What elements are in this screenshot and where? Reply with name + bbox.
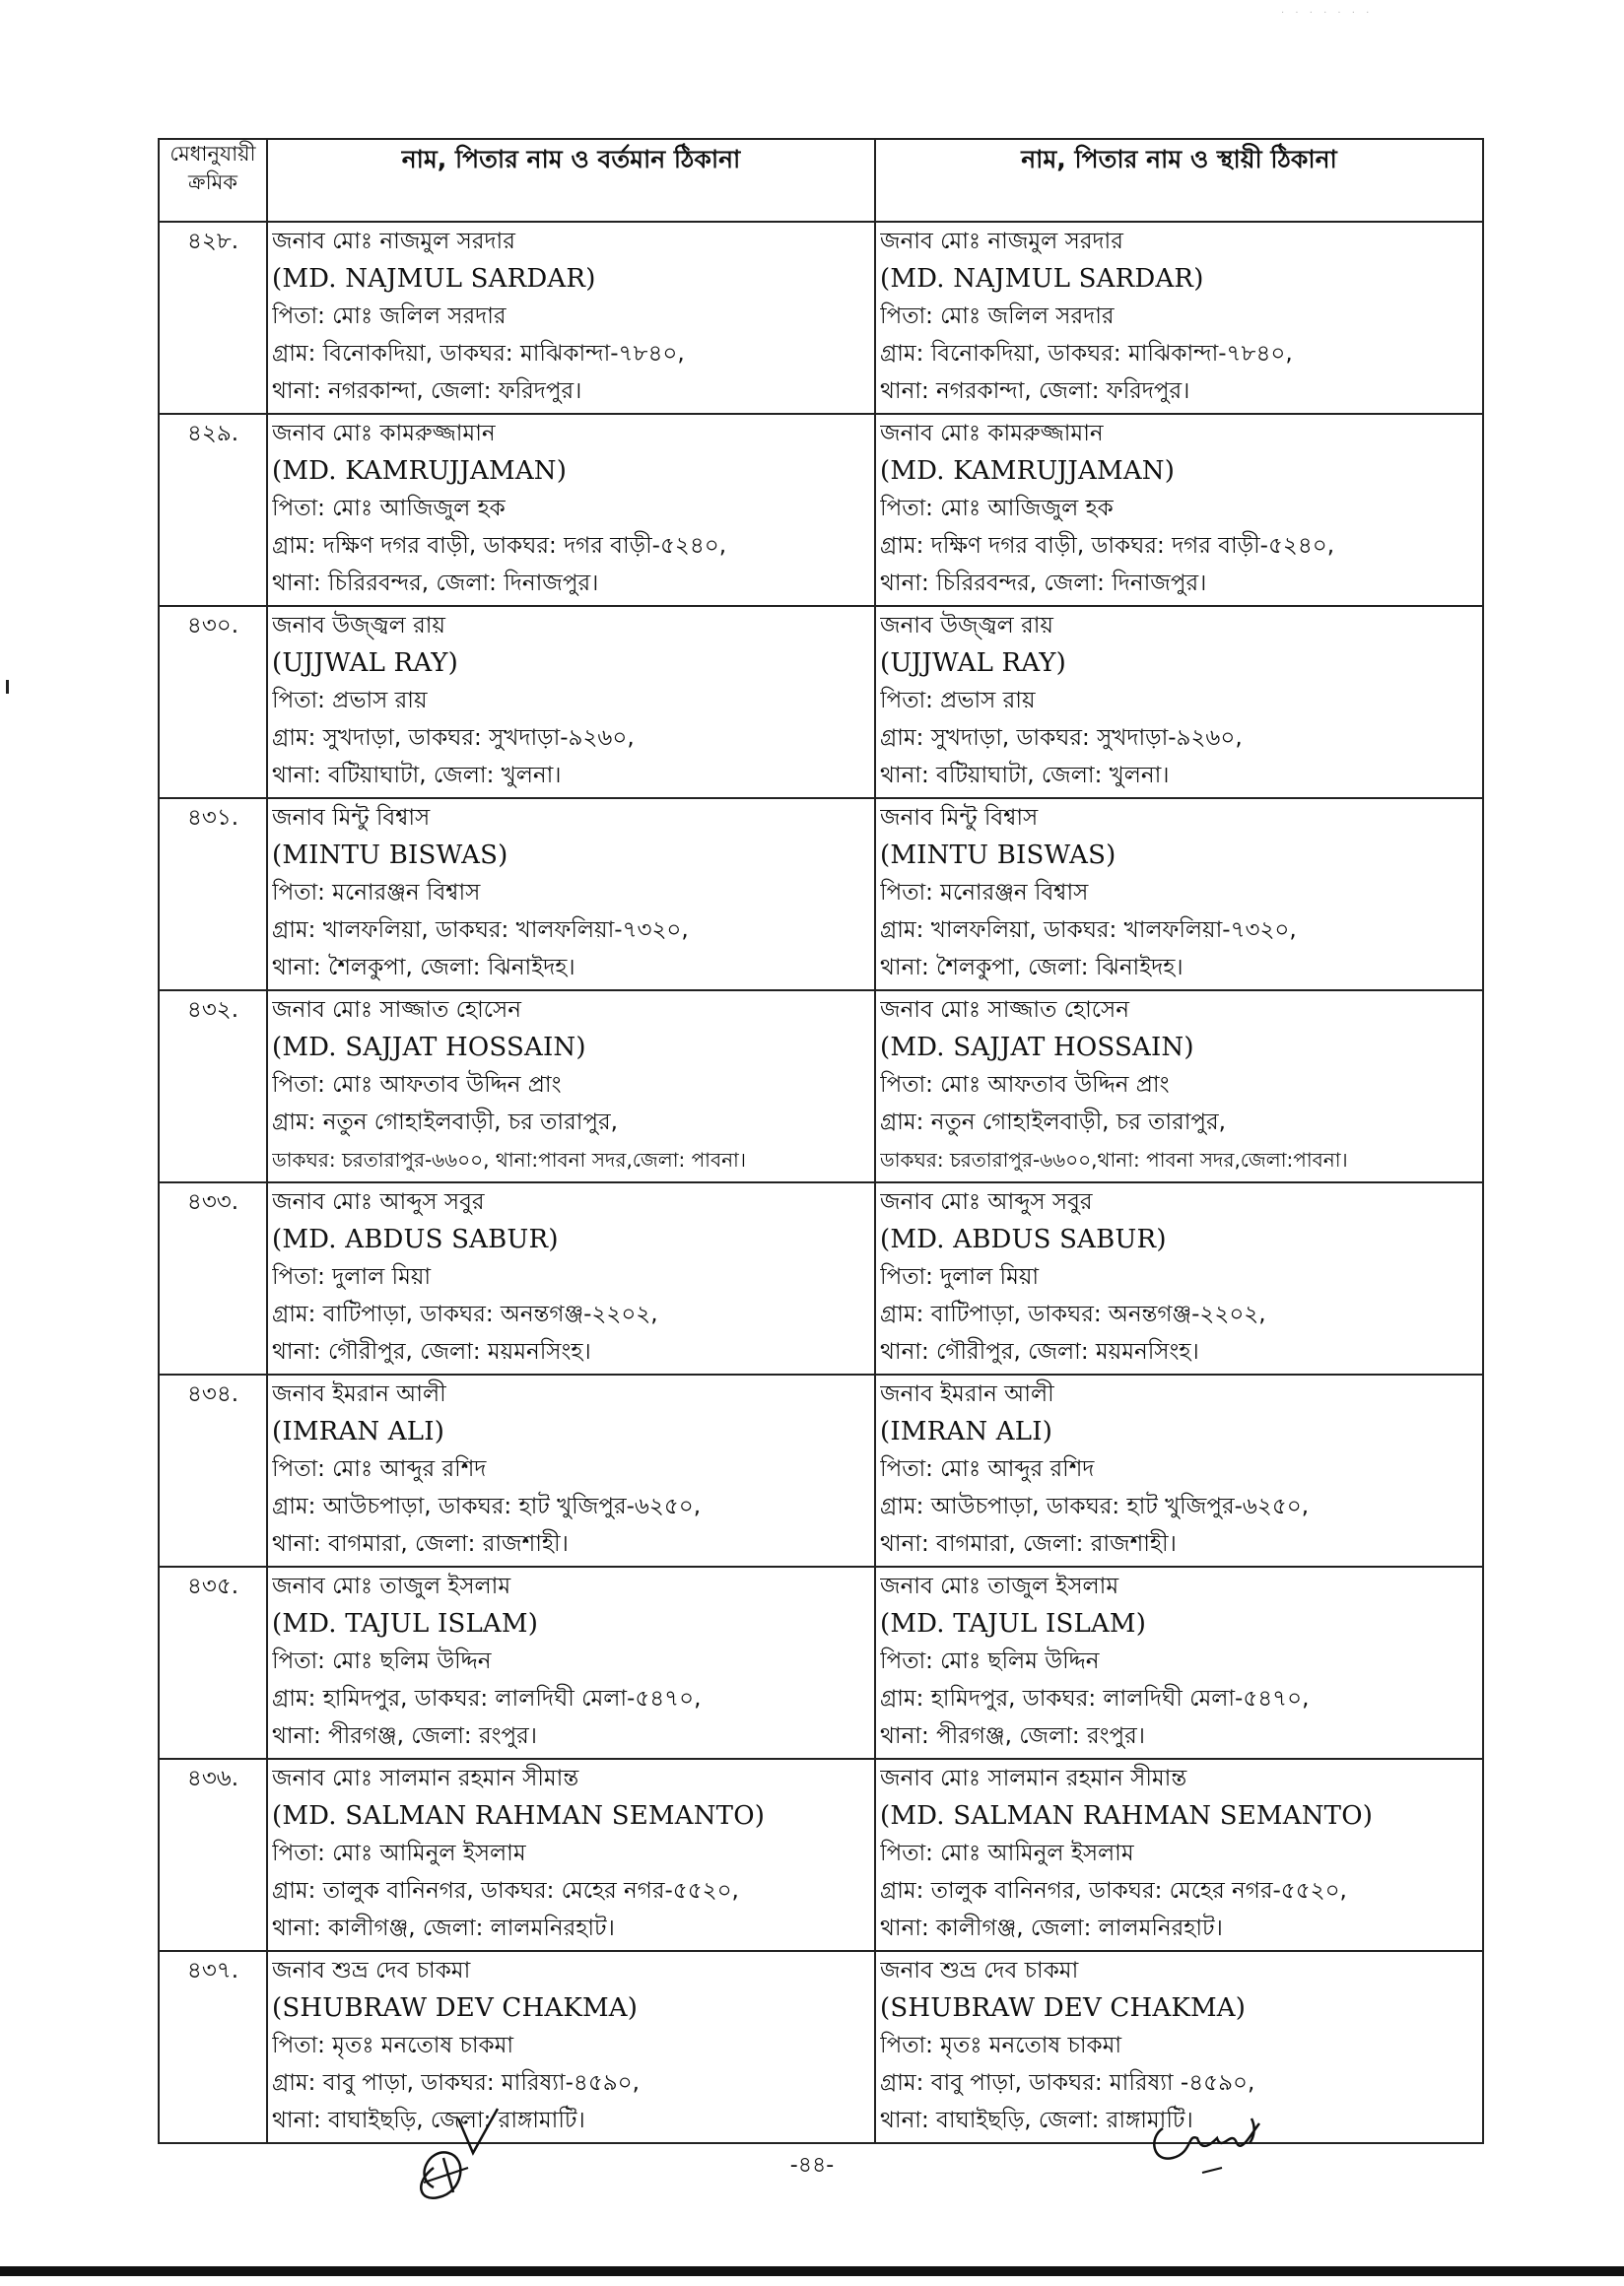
serial-number: ৪৩৪. — [159, 1375, 267, 1567]
address-village: গ্রাম: আউচপাড়া, ডাকঘর: হাট খুজিপুর-৬২৫০, — [880, 1494, 1310, 1519]
page-number: -৪৪- — [789, 2153, 835, 2178]
permanent-address-cell — [875, 414, 1483, 606]
father-name: পিতা: মোঃ ছলিম উদ্দিন — [880, 1648, 1100, 1674]
address-village: গ্রাম: বাটিপাড়া, ডাকঘর: অনন্তগঞ্জ-২২০২, — [272, 1302, 658, 1327]
candidate-name-english: (MD. TAJUL ISLAM) — [272, 1609, 539, 1639]
address-village: গ্রাম: দক্ষিণ দগর বাড়ী, ডাকঘর: দগর বাড়ী-৫২৪০, — [880, 533, 1335, 559]
candidate-name: জনাব উজ্জ্বল রায় — [880, 613, 1053, 639]
address-district: থানা: চিরিরবন্দর, জেলা: দিনাজপুর। — [880, 571, 1207, 596]
candidate-name-english: (MD. SALMAN RAHMAN SEMANTO) — [272, 1801, 766, 1831]
father-name: পিতা: মোঃ আফতাব উদ্দিন প্রাং — [880, 1072, 1170, 1098]
candidate-name: জনাব ইমরান আলী — [272, 1381, 446, 1407]
father-name: পিতা: দুলাল মিয়া — [880, 1264, 1040, 1290]
current-address-cell — [267, 990, 875, 1182]
table-row — [159, 990, 1483, 1182]
signature-right — [1143, 2099, 1281, 2187]
serial-number: ৪৩৭. — [159, 1951, 267, 2143]
candidate-name: জনাব শুভ্র দেব চাকমা — [272, 1958, 471, 1983]
signature-left — [394, 2099, 532, 2207]
candidate-name: জনাব মোঃ সালমান রহমান সীমান্ত — [272, 1766, 579, 1791]
table-row — [159, 1182, 1483, 1375]
address-district: থানা: শৈলকুপা, জেলা: ঝিনাইদহ। — [272, 955, 575, 980]
address-district: থানা: বাঘাইছড়ি, জেলা: রাঙ্গামাটি। — [880, 2108, 1193, 2133]
candidate-name-english: (IMRAN ALI) — [272, 1417, 445, 1446]
address-district: থানা: বটিয়াঘাটা, জেলা: খুলনা। — [880, 763, 1170, 788]
address-village: গ্রাম: দক্ষিণ দগর বাড়ী, ডাকঘর: দগর বাড়ী-৫২৪০, — [272, 533, 727, 559]
scan-margin-mark — [6, 680, 9, 694]
father-name: পিতা: দুলাল মিয়া — [272, 1264, 432, 1290]
father-name: পিতা: মোঃ আজিজুল হক — [880, 496, 1114, 521]
permanent-address-cell — [875, 222, 1483, 414]
current-address-cell — [267, 414, 875, 606]
candidate-name: জনাব মোঃ তাজুল ইসলাম — [272, 1574, 511, 1599]
candidate-name: জনাব মোঃ সাজ্জাত হোসেন — [880, 997, 1129, 1023]
address-village: গ্রাম: খালফলিয়া, ডাকঘর: খালফলিয়া-৭৩২০, — [880, 917, 1297, 943]
serial-number: ৪৩৬. — [159, 1759, 267, 1951]
candidate-name-english: (MD. KAMRUJJAMAN) — [272, 456, 568, 486]
current-address-cell — [267, 1951, 875, 2143]
serial-number: ৪৩২. — [159, 990, 267, 1182]
father-name: পিতা: মোঃ আফতাব উদ্দিন প্রাং — [272, 1072, 562, 1098]
address-village: গ্রাম: তালুক বানিনগর, ডাকঘর: মেহের নগর-৫৫২০, — [272, 1878, 739, 1904]
candidate-name: জনাব মোঃ কামরুজ্জামান — [880, 421, 1104, 446]
father-name: পিতা: মোঃ জলিল সরদার — [272, 303, 507, 329]
father-name: পিতা: মোঃ ছলিম উদ্দিন — [272, 1648, 492, 1674]
candidate-name-english: (MD. NAJMUL SARDAR) — [272, 264, 596, 294]
address-village: গ্রাম: হামিদপুর, ডাকঘর: লালদিঘী মেলা-৫৪৭০, — [272, 1686, 702, 1712]
merit-list-table — [158, 138, 1484, 2144]
address-district: থানা: শৈলকুপা, জেলা: ঝিনাইদহ। — [880, 955, 1184, 980]
candidate-name-english: (MD. SALMAN RAHMAN SEMANTO) — [880, 1801, 1374, 1831]
candidate-name-english: (MD. NAJMUL SARDAR) — [880, 264, 1204, 294]
header-serial: মেধানুযায়ী ক্রমিক — [159, 139, 267, 222]
candidate-name: জনাব মোঃ নাজমুল সরদার — [272, 229, 515, 254]
address-district: থানা: বাগমারা, জেলা: রাজশাহী। — [880, 1531, 1177, 1557]
header-current-address: নাম, পিতার নাম ও বর্তমান ঠিকানা — [267, 139, 875, 222]
table-row — [159, 222, 1483, 414]
serial-number: ৪৩৫. — [159, 1567, 267, 1759]
candidate-name-english: (MD. KAMRUJJAMAN) — [880, 456, 1176, 486]
address-village: গ্রাম: খালফলিয়া, ডাকঘর: খালফলিয়া-৭৩২০, — [272, 917, 689, 943]
candidate-name: জনাব উজ্জ্বল রায় — [272, 613, 445, 639]
serial-number: ৪২৯. — [159, 414, 267, 606]
table-row — [159, 1759, 1483, 1951]
table-body — [159, 222, 1483, 2143]
candidate-name-english: (MINTU BISWAS) — [880, 840, 1116, 870]
header-permanent-address: নাম, পিতার নাম ও স্থায়ী ঠিকানা — [875, 139, 1483, 222]
address-district: থানা: পীরগঞ্জ, জেলা: রংপুর। — [272, 1723, 538, 1749]
serial-number: ৪২৮. — [159, 222, 267, 414]
permanent-address-cell — [875, 1375, 1483, 1567]
permanent-address-cell — [875, 1759, 1483, 1951]
permanent-address-cell — [875, 990, 1483, 1182]
table-header-row — [159, 139, 1483, 222]
address-district: থানা: নগরকান্দা, জেলা: ফরিদপুর। — [880, 378, 1190, 404]
father-name: পিতা: মোঃ জলিল সরদার — [880, 303, 1115, 329]
candidate-name-english: (MD. ABDUS SABUR) — [272, 1225, 559, 1254]
address-village: গ্রাম: হামিদপুর, ডাকঘর: লালদিঘী মেলা-৫৪৭০, — [880, 1686, 1310, 1712]
address-village: গ্রাম: নতুন গোহাইলবাড়ী, চর তারাপুর, — [880, 1109, 1226, 1135]
table-row — [159, 414, 1483, 606]
address-district: থানা: গৌরীপুর, জেলা: ময়মনসিংহ। — [880, 1339, 1199, 1365]
permanent-address-cell — [875, 1567, 1483, 1759]
candidate-name-english: (SHUBRAW DEV CHAKMA) — [880, 1993, 1247, 2023]
current-address-cell — [267, 1375, 875, 1567]
scan-artifact: · · · · · · · — [1281, 8, 1374, 19]
address-village: গ্রাম: বাটিপাড়া, ডাকঘর: অনন্তগঞ্জ-২২০২, — [880, 1302, 1266, 1327]
father-name: পিতা: মোঃ আমিনুল ইসলাম — [880, 1841, 1134, 1866]
table-row — [159, 798, 1483, 990]
permanent-address-cell — [875, 606, 1483, 798]
father-name: পিতা: মোঃ আজিজুল হক — [272, 496, 506, 521]
table-row — [159, 1951, 1483, 2143]
address-village: গ্রাম: সুখদাড়া, ডাকঘর: সুখদাড়া-৯২৬০, — [272, 725, 635, 751]
candidate-name-english: (MD. ABDUS SABUR) — [880, 1225, 1167, 1254]
address-village: গ্রাম: সুখদাড়া, ডাকঘর: সুখদাড়া-৯২৬০, — [880, 725, 1243, 751]
bottom-rule — [0, 2266, 1624, 2276]
serial-number: ৪৩০. — [159, 606, 267, 798]
current-address-cell — [267, 1759, 875, 1951]
table-row — [159, 1567, 1483, 1759]
candidate-name: জনাব মোঃ নাজমুল সরদার — [880, 229, 1123, 254]
address-district: থানা: বাগমারা, জেলা: রাজশাহী। — [272, 1531, 569, 1557]
address-district: থানা: কালীগঞ্জ, জেলা: লালমনিরহাট। — [272, 1916, 615, 1941]
address-village: গ্রাম: তালুক বানিনগর, ডাকঘর: মেহের নগর-৫৫২০, — [880, 1878, 1347, 1904]
father-name: পিতা: মনোরঞ্জন বিশ্বাস — [272, 880, 481, 906]
candidate-name: জনাব মিন্টু বিশ্বাস — [272, 805, 431, 831]
father-name: পিতা: মোঃ আমিনুল ইসলাম — [272, 1841, 526, 1866]
candidate-name: জনাব মোঃ আব্দুস সবুর — [272, 1189, 485, 1215]
candidate-name: জনাব ইমরান আলী — [880, 1381, 1054, 1407]
serial-number: ৪৩১. — [159, 798, 267, 990]
candidate-name: জনাব মোঃ সাজ্জাত হোসেন — [272, 997, 521, 1023]
address-village: গ্রাম: বিনোকদিয়া, ডাকঘর: মাঝিকান্দা-৭৮৪০, — [880, 341, 1293, 367]
father-name: পিতা: প্রভাস রায় — [880, 688, 1036, 713]
address-village: গ্রাম: বাবু পাড়া, ডাকঘর: মারিষ্যা -৪৫৯০, — [880, 2070, 1255, 2096]
candidate-name-english: (SHUBRAW DEV CHAKMA) — [272, 1993, 639, 2023]
address-village: গ্রাম: বিনোকদিয়া, ডাকঘর: মাঝিকান্দা-৭৮৪০, — [272, 341, 685, 367]
candidate-name-english: (MINTU BISWAS) — [272, 840, 508, 870]
father-name: পিতা: মোঃ আব্দুর রশিদ — [880, 1456, 1095, 1482]
candidate-name: জনাব মোঃ তাজুল ইসলাম — [880, 1574, 1119, 1599]
address-district: থানা: নগরকান্দা, জেলা: ফরিদপুর। — [272, 378, 582, 404]
table-row — [159, 606, 1483, 798]
candidate-name: জনাব মোঃ কামরুজ্জামান — [272, 421, 496, 446]
candidate-name-english: (IMRAN ALI) — [880, 1417, 1053, 1446]
address-district: ডাকঘর: চরতারাপুর-৬৬০০,থানা: পাবনা সদর,জেলা:পাবনা। — [880, 1148, 1348, 1172]
current-address-cell — [267, 1182, 875, 1375]
current-address-cell — [267, 1567, 875, 1759]
current-address-cell — [267, 798, 875, 990]
candidate-name-english: (UJJWAL RAY) — [880, 648, 1066, 678]
address-district: থানা: বাঘাইছড়ি, জেলা: রাঙ্গামাটি। — [272, 2108, 585, 2133]
candidate-name-english: (MD. SAJJAT HOSSAIN) — [880, 1033, 1194, 1062]
father-name: পিতা: মনোরঞ্জন বিশ্বাস — [880, 880, 1089, 906]
permanent-address-cell — [875, 798, 1483, 990]
serial-number: ৪৩৩. — [159, 1182, 267, 1375]
father-name: পিতা: মৃতঃ মনতোষ চাকমা — [880, 2033, 1122, 2058]
address-village: গ্রাম: বাবু পাড়া, ডাকঘর: মারিষ্যা-৪৫৯০, — [272, 2070, 640, 2096]
candidate-name-english: (UJJWAL RAY) — [272, 648, 458, 678]
address-district: থানা: কালীগঞ্জ, জেলা: লালমনিরহাট। — [880, 1916, 1223, 1941]
candidate-name-english: (MD. TAJUL ISLAM) — [880, 1609, 1147, 1639]
address-district: থানা: চিরিরবন্দর, জেলা: দিনাজপুর। — [272, 571, 599, 596]
candidate-name: জনাব মোঃ আব্দুস সবুর — [880, 1189, 1093, 1215]
current-address-cell — [267, 606, 875, 798]
candidate-name-english: (MD. SAJJAT HOSSAIN) — [272, 1033, 586, 1062]
address-village: গ্রাম: নতুন গোহাইলবাড়ী, চর তারাপুর, — [272, 1109, 618, 1135]
address-district: থানা: পীরগঞ্জ, জেলা: রংপুর। — [880, 1723, 1146, 1749]
candidate-name: জনাব মিন্টু বিশ্বাস — [880, 805, 1039, 831]
address-district: থানা: বটিয়াঘাটা, জেলা: খুলনা। — [272, 763, 562, 788]
table-row — [159, 1375, 1483, 1567]
candidate-name: জনাব মোঃ সালমান রহমান সীমান্ত — [880, 1766, 1187, 1791]
current-address-cell — [267, 222, 875, 414]
father-name: পিতা: মৃতঃ মনতোষ চাকমা — [272, 2033, 514, 2058]
father-name: পিতা: মোঃ আব্দুর রশিদ — [272, 1456, 487, 1482]
permanent-address-cell — [875, 1182, 1483, 1375]
candidate-name: জনাব শুভ্র দেব চাকমা — [880, 1958, 1079, 1983]
address-village: গ্রাম: আউচপাড়া, ডাকঘর: হাট খুজিপুর-৬২৫০, — [272, 1494, 702, 1519]
father-name: পিতা: প্রভাস রায় — [272, 688, 428, 713]
address-district: ডাকঘর: চরতারাপুর-৬৬০০, থানা:পাবনা সদর,জেলা: পাবনা। — [272, 1148, 747, 1172]
address-district: থানা: গৌরীপুর, জেলা: ময়মনসিংহ। — [272, 1339, 591, 1365]
